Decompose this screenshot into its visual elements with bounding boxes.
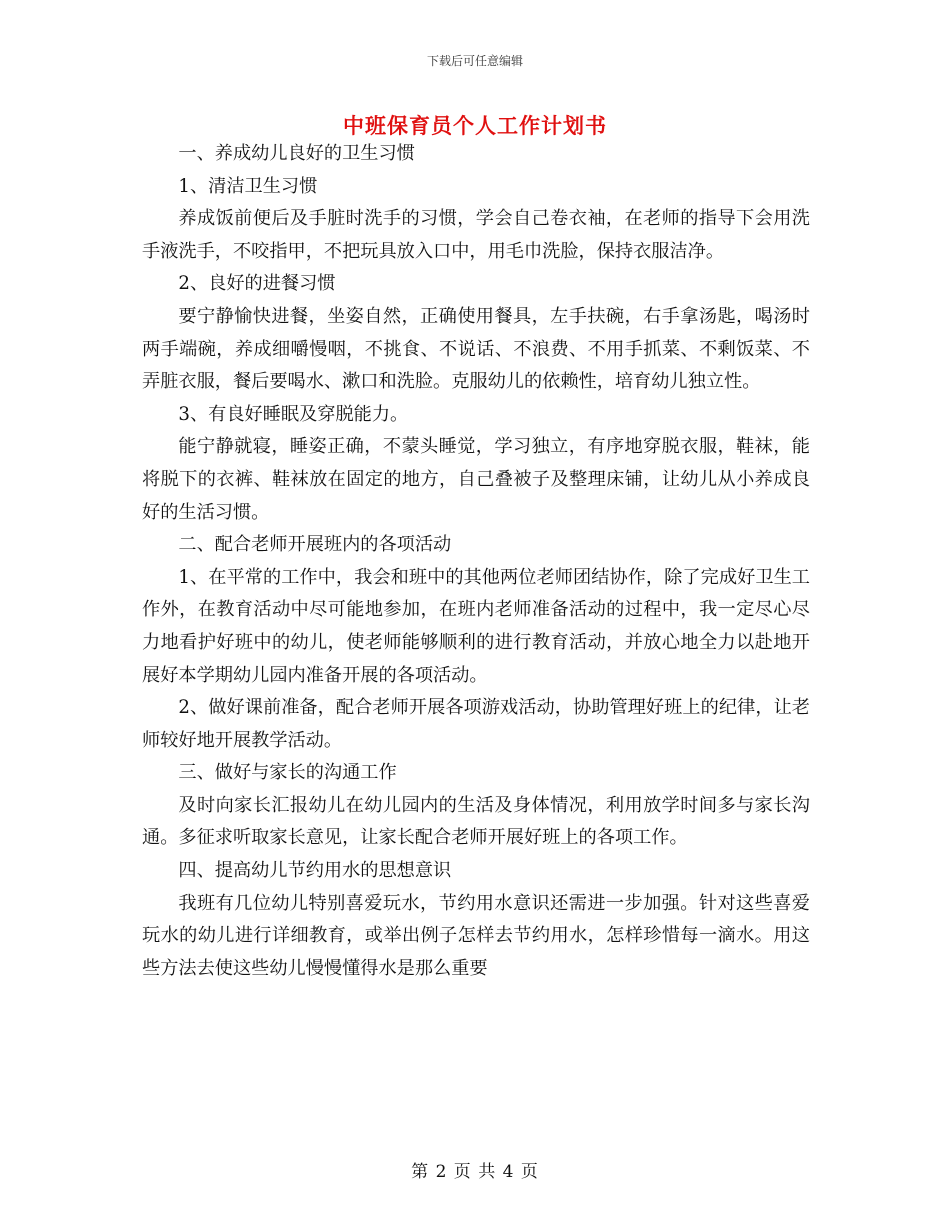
page-header: 下载后可任意编辑 [426,54,523,68]
paragraph-2-2: 2、做好课前准备，配合老师开展各项游戏活动，协助管理好班上的纪律，让老师较好地开展教学活动。 [142,697,810,751]
paragraph-1-3: 能宁静就寝，睡姿正确，不蒙头睡觉，学习独立，有序地穿脱衣服，鞋袜，能将脱下的衣裤、鞋袜放在固定的地方，自己叠被子及整理床铺，让幼儿从小养成良好的生活习惯。 [142,436,810,523]
document-body [142,138,810,985]
subheading-1-2: 2、良好的进餐习惯 [178,273,336,295]
section-heading-2: 二、配合老师开展班内的各项活动 [178,534,452,556]
section-heading-3: 三、做好与家长的沟通工作 [178,762,397,784]
paragraph-3-1: 及时向家长汇报幼儿在幼儿园内的生活及身体情况，利用放学时间多与家长沟通。多征求听取家长意见，让家长配合老师开展好班上的各项工作。 [142,794,810,849]
paragraph-4-1: 我班有几位幼儿特别喜爱玩水，节约用水意识还需进一步加强。针对这些喜爱玩水的幼儿进行详细教育，或举出例子怎样去节约用水，怎样珍惜每一滴水。用这些方法去使这些幼儿慢慢懂得水是那么重要 [142,892,810,979]
paragraph-1-1: 养成饭前便后及手脏时洗手的习惯，学会自己卷衣袖，在老师的指导下会用洗手液洗手，不咬指甲，不把玩具放入口中，用毛巾洗脸，保持衣服洁净。 [142,208,810,262]
paragraph-1-2: 要宁静愉快进餐，坐姿自然，正确使用餐具，左手扶碗，右手拿汤匙，喝汤时两手端碗，养成细嚼慢咽，不挑食、不说话、不浪费、不用手抓菜、不剩饭菜、不弄脏衣服，餐后要喝水、漱口和洗脸。克服幼儿的依赖性，培育幼儿独立性。 [142,305,810,393]
section-heading-1: 一、养成幼儿良好的卫生习惯 [178,143,415,164]
document-title: 中班保育员个人工作计划书 [343,114,607,138]
section-heading-4: 四、提高幼儿节约用水的思想意识 [178,860,452,882]
subheading-1-3: 3、有良好睡眠及穿脱能力。 [178,403,409,425]
paragraph-2-1: 1、在平常的工作中，我会和班中的其他两位老师团结协作，除了完成好卫生工作外，在教育活动中尽可能地参加，在班内老师准备活动的过程中，我一定尽心尽力地看护好班中的幼儿，使老师能够顺利的进行教育活动，并放心地全力以赴地开展好本学期幼儿园内准备开展的各项活动。 [142,566,810,686]
page-footer: 第 2 页 共 4 页 [411,1162,539,1182]
subheading-1-1: 1、清洁卫生习惯 [178,175,318,197]
